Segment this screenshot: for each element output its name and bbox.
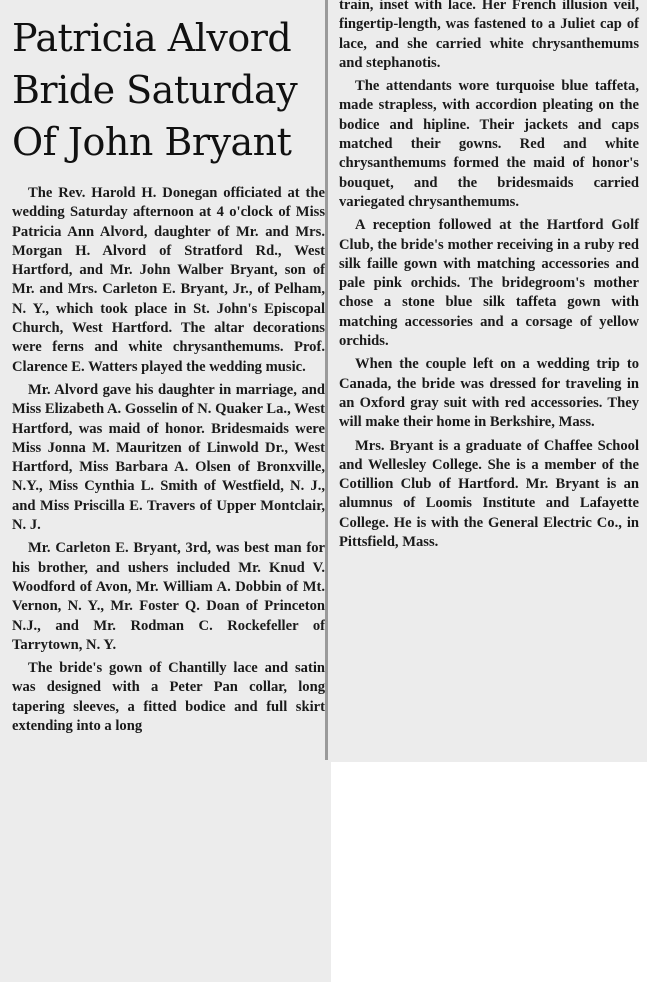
headline-line-2: Bride Saturday <box>12 68 298 112</box>
paragraph: A reception followed at the Hartford Golf Club, the bride's mother receiving in a ruby red silk faille gown with matching accessories and pale pink orchids. The bridegroom's mother chose a stone blue silk taffeta gown with matching accessories and a corsage of yellow orchids. <box>339 217 639 350</box>
paragraph: Mr. Carleton E. Bryant, 3rd, was best man for his brother, and ushers included Mr. Knud V. Woodford of Avon, Mr. William A. Dobbin of Mt. Vernon, N. Y., Mr. Foster Q. Doan of Princeton N.J., and Mr. Rodman C. Rockefeller of Tarrytown, N. Y. <box>12 540 325 653</box>
paragraph: Mr. Alvord gave his daughter in marriage, and Miss Elizabeth A. Gosselin of N. Quaker La., West Hartford, was maid of honor. Bridesmaids were Miss Jonna M. Mauritzen of Linwold Dr., West Hartford, Miss Barbara A. Olsen of Bronxville, N.Y., Miss Cynthia L. Smith of Westfield, N. J., and Miss Priscilla E. Travers of Upper Montclair, N. J. <box>12 381 325 534</box>
paragraph: The attendants wore turquoise blue taffeta, made strapless, with accordion pleating on the bodice and hipline. Their jackets and caps matched their gowns. Red and white chrysanthemums formed the maid of honor's bouquet, and the bridesmaids carried variegated chrysanthemums. <box>339 78 639 210</box>
paragraph: Mrs. Bryant is a graduate of Chaffee School and Wellesley College. She is a member of the Cotillion Club of Hartford. Mr. Bryant is an alumnus of Loomis Institute and Lafayette College. He is with the General Electric Co., in Pittsfield, Mass. <box>339 437 639 551</box>
column-divider <box>325 0 328 760</box>
headline-line-1: Patricia Alvord <box>12 16 292 60</box>
paragraph: The bride's gown of Chantilly lace and satin was designed with a Peter Pan collar, long tapering sleeves, a fitted bodice and full skirt extending into a long <box>12 660 325 735</box>
headline <box>0 0 331 168</box>
story-left <box>0 184 331 736</box>
paragraph-continued: train, inset with lace. Her French illusion veil, fingertip-length, was fastened to a Juliet cap of lace, and she carried white chrysanthemums and stephanotis. <box>339 0 639 71</box>
story-right <box>331 0 647 552</box>
headline-line-3: Of John Bryant <box>12 120 292 164</box>
paragraph: The Rev. Harold H. Donegan officiated at the wedding Saturday afternoon at 4 o'clock of Miss Patricia Ann Alvord, daughter of Mr. and Mrs. Morgan H. Alvord of Stratford Rd., West Hartford, and Mr. John Walber Bryant, son of Mr. and Mrs. Carleton E. Bryant, Jr., of Pelham, N. Y., which took place in St. John's Episcopal Church, West Hartford. The altar decorations were ferns and white chrysanthemums. Prof. Clarence E. Watters played the wedding music. <box>12 185 325 375</box>
right-column <box>331 0 647 762</box>
paragraph: When the couple left on a wedding trip to Canada, the bride was dressed for traveling in an Oxford gray suit with red accessories. They will make their home in Berkshire, Mass. <box>339 356 639 431</box>
